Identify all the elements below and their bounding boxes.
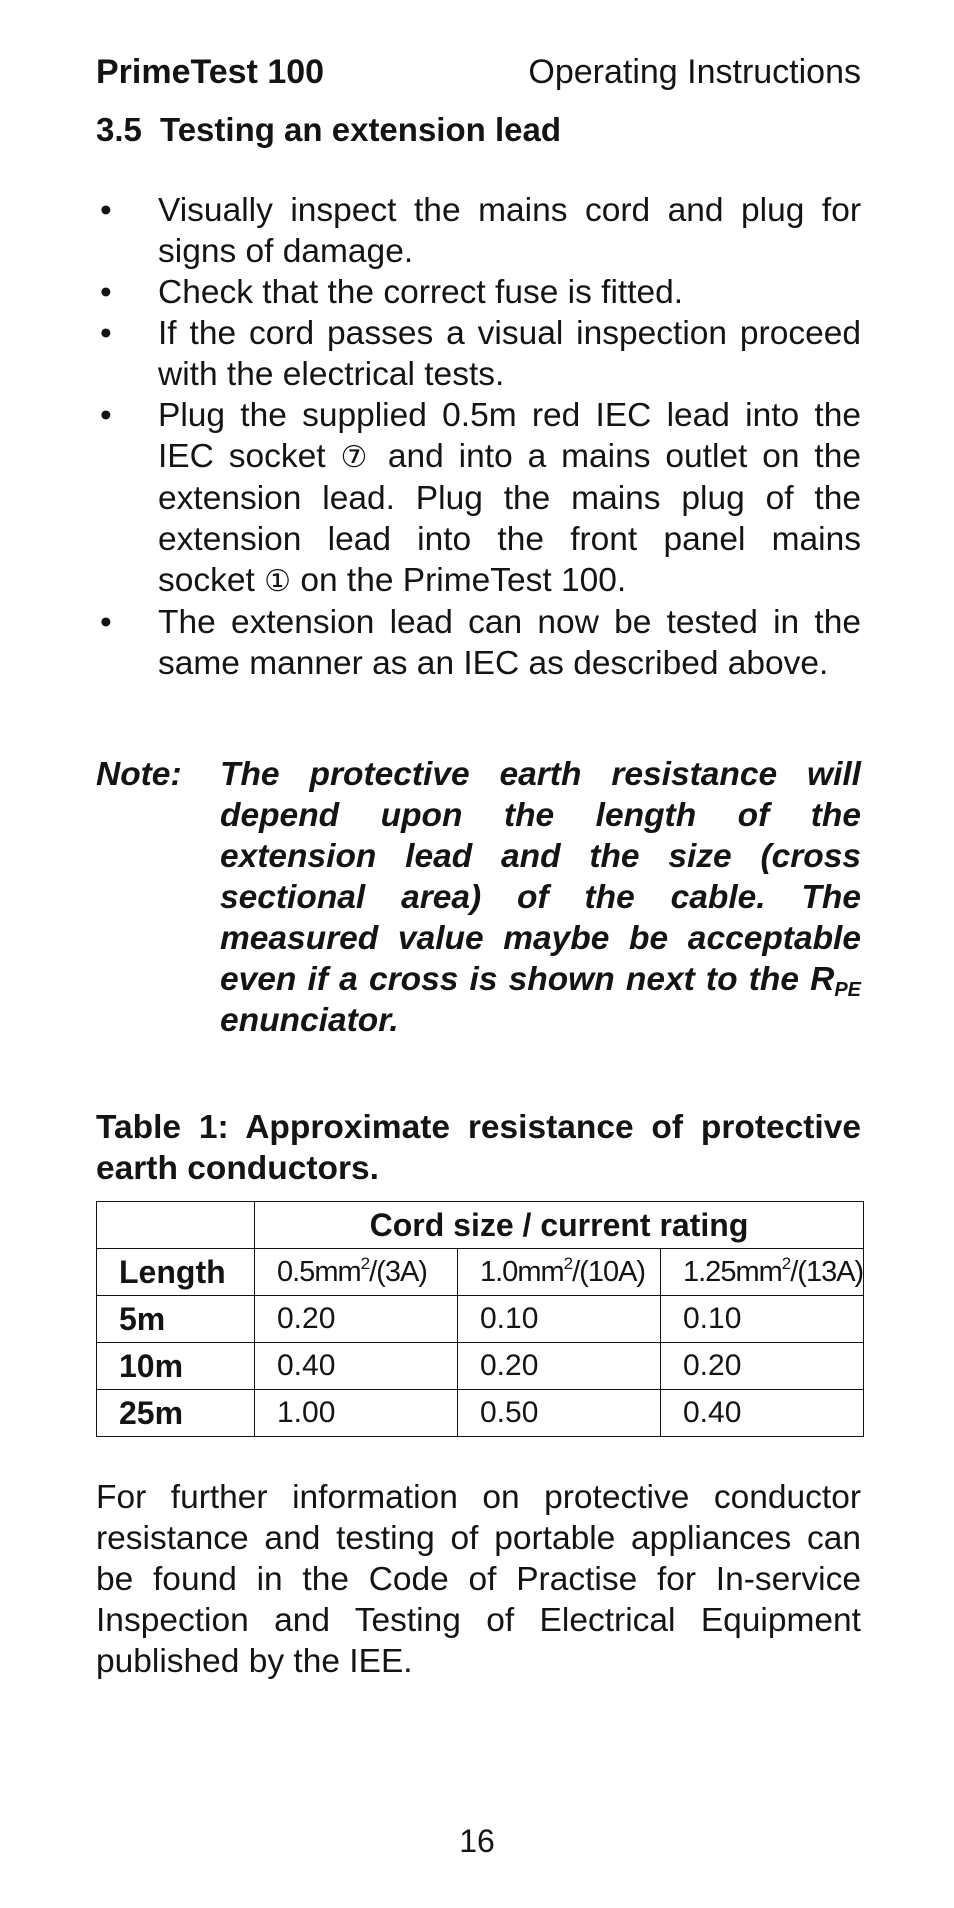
list-item-text: Visually inspect the mains cord and plug for signs of damage.: [158, 192, 861, 270]
list-item: [96, 190, 861, 272]
table-row: [97, 1202, 864, 1249]
column-header-text: 1.25mm: [683, 1255, 782, 1288]
list-item-text: Plug the supplied 0.5m red IEC lead into the IEC socket: [158, 397, 861, 475]
column-header: [255, 1249, 458, 1296]
list-item: [96, 602, 861, 684]
circled-one-icon: ①: [264, 564, 292, 599]
table-cell: 0.40: [255, 1343, 458, 1390]
note-text-part: The protective earth resistance will depend upon the length of the extension lead and the size (cross sectional area) of the cable. The measured value maybe be acceptable even if a cross is shown next to the R: [220, 756, 861, 998]
list-item-text: The extension lead can now be tested in the same manner as an IEC as described above.: [158, 604, 861, 682]
circled-seven-icon: ⑦: [340, 440, 373, 475]
column-header: [458, 1249, 661, 1296]
length-header: Length: [97, 1249, 255, 1296]
bullet-icon: •: [100, 192, 112, 229]
column-header-sup: 2: [563, 1253, 573, 1273]
table-row: [97, 1343, 864, 1390]
column-header-sup: 2: [781, 1253, 791, 1273]
table-cell: 0.20: [255, 1296, 458, 1343]
column-header-text: 1.0mm: [480, 1255, 564, 1288]
table-cell: 0.10: [458, 1296, 661, 1343]
list-item: [96, 313, 861, 395]
list-item-text: on the PrimeTest 100.: [291, 562, 627, 599]
document-title: Operating Instructions: [528, 53, 861, 91]
table-row: [97, 1390, 864, 1437]
cord-size-group-header: Cord size / current rating: [255, 1202, 864, 1249]
running-header: [96, 52, 861, 92]
list-item: [96, 272, 861, 313]
column-header-text: /(13A): [790, 1255, 864, 1288]
note-block: [96, 754, 861, 1041]
resistance-table: [96, 1201, 864, 1437]
row-length: 25m: [97, 1390, 255, 1437]
section-title: Testing an extension lead: [160, 111, 561, 148]
bullet-icon: •: [100, 274, 112, 311]
page-number: 16: [459, 1823, 495, 1859]
table-row: [97, 1296, 864, 1343]
column-header-text: 0.5mm: [277, 1255, 361, 1288]
table-cell: 0.50: [458, 1390, 661, 1437]
column-header-sup: 2: [360, 1253, 370, 1273]
row-length: 5m: [97, 1296, 255, 1343]
bullet-icon: •: [100, 397, 112, 434]
list-item-text: Check that the correct fuse is fitted.: [158, 274, 684, 311]
row-length: 10m: [97, 1343, 255, 1390]
table-caption: Table 1: Approximate resistance of protective earth conductors.: [96, 1109, 861, 1187]
note-text-part: enunciator.: [220, 1002, 399, 1039]
note-subscript: PE: [834, 979, 861, 1001]
table-row: [97, 1249, 864, 1296]
list-item: [96, 395, 861, 602]
table-cell: 0.20: [661, 1343, 864, 1390]
section-heading: [96, 110, 861, 150]
column-header-text: /(3A): [369, 1255, 427, 1288]
bullet-icon: •: [100, 315, 112, 352]
note-text: [220, 754, 861, 1041]
table-cell: 0.40: [661, 1390, 864, 1437]
column-header: [661, 1249, 864, 1296]
table-cell: 0.20: [458, 1343, 661, 1390]
table-cell: 0.10: [661, 1296, 864, 1343]
table-corner-cell: [97, 1202, 255, 1249]
column-header-text: /(10A): [572, 1255, 646, 1288]
list-item-text: and into a mains outlet on the extension lead. Plug the mains plug of the extension lead into the front panel mains socket: [158, 438, 861, 599]
product-name: PrimeTest 100: [96, 53, 325, 91]
list-item-text: If the cord passes a visual inspection proceed with the electrical tests.: [158, 315, 861, 393]
note-label: Note:: [96, 756, 182, 793]
section-number: 3.5: [96, 111, 142, 148]
further-information-paragraph: For further information on protective conductor resistance and testing of portable appliances can be found in the Code of Practise for In-service Inspection and Testing of Electrical Equipment published by the IEE.: [96, 1479, 861, 1680]
bullet-icon: •: [100, 604, 112, 641]
instruction-list: [96, 190, 861, 684]
table-cell: 1.00: [255, 1390, 458, 1437]
